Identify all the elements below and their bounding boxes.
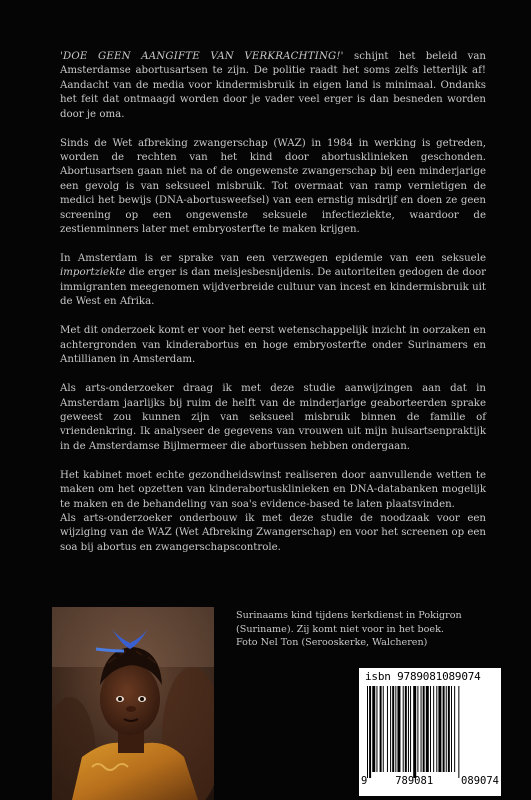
barcode-bar [408, 686, 409, 772]
barcode-digits-left: 789081 [395, 775, 434, 787]
barcode-bar [433, 686, 434, 772]
paragraph-1 [60, 50, 486, 122]
photo-illustration [52, 607, 214, 800]
cover-photo-child [52, 607, 214, 800]
barcode-bar [397, 686, 400, 772]
barcode-bar [426, 686, 429, 772]
barcode-bar [390, 686, 391, 772]
barcode-bar [451, 686, 452, 772]
barcode-bars [363, 686, 497, 778]
barcode-bar [413, 686, 416, 778]
barcode-bar [410, 686, 411, 772]
caption-line-1: Surinaams kind tijdens kerkdienst in Pokigron [236, 610, 462, 621]
paragraph-3 [60, 252, 486, 310]
paragraph-4: Met dit onderzoek komt er voor het eerst wetenschappelijk inzicht in oorzaken en achtergronden van kinderabortus en hoge embryosterfte onder Surinamers en Antillianen in Amsterdam. [60, 325, 486, 366]
barcode-bar [387, 686, 388, 772]
paragraph-7: Als arts-onderzoeker onderbouw ik met deze studie de noodzaak voor een wijziging van de WAZ (Wet Afbreking Zwangerschap) en voor het screenen op een soa bij abortus en zwangerschapscontrole. [60, 512, 486, 553]
barcode-digits-right: 089074 [461, 775, 499, 787]
isbn-barcode [359, 668, 501, 796]
barcode-bar [458, 686, 459, 778]
barcode-bar [423, 686, 425, 772]
barcode-bar [446, 686, 447, 772]
caption-line-2: (Suriname). Zij komt niet voor in het boek. [236, 623, 444, 635]
lead-quote: 'DOE GEEN AANGIFTE VAN VERKRACHTING!' [60, 51, 344, 62]
barcode-bar [443, 686, 445, 772]
photo-caption [236, 609, 486, 650]
barcode-bar [421, 686, 422, 772]
barcode-bar [454, 686, 455, 772]
barcode-bar [403, 686, 404, 772]
isbn-label: isbn 9789081089074 [365, 670, 481, 683]
barcode-digit-first: 9 [361, 775, 368, 787]
caption-line-3: Foto Nel Ton (Serooskerke, Walcheren) [236, 637, 428, 649]
barcode-bar [372, 686, 375, 772]
barcode-bar [430, 686, 431, 772]
barcode-bar [376, 686, 377, 772]
barcode-bar [448, 686, 450, 772]
barcode-bar [369, 686, 371, 778]
blurb-text [60, 50, 486, 570]
paragraph-3-before: In Amsterdam is er sprake van een verzwegen epidemie van een seksuele [60, 253, 486, 265]
paragraph-3-italic: importziekte [60, 267, 126, 279]
barcode-bar [367, 686, 368, 778]
paragraph-1-text: schijnt het beleid van Amsterdamse abortusartsen te zijn. De politie raadt het soms zelfs letterlijk af! Aandacht van de media voor kindermisbruik in eigen land is minimaal. Ondanks het feit dat ontmaagd worden door je vader veel erger is dan besneden worden door je oma. [60, 51, 486, 120]
barcode-bar [392, 686, 394, 772]
barcode-bar [383, 686, 384, 772]
barcode-digits [361, 775, 499, 787]
barcode-bar [438, 686, 441, 772]
barcode-bar [417, 686, 418, 772]
barcode-bar [436, 686, 437, 772]
paragraph-6: Het kabinet moet echte gezondheidswinst realiseren door aanvullende wetten te maken om het opzetten van kinderabortusklinieken en DNA-databanken mogelijk te maken en de behandeling van soa's evidence-based te laten plaatsvinden. [60, 469, 486, 510]
paragraph-3-after: die erger is dan meisjesbesnijdenis. De autoriteiten gedogen de door immigranten meegenomen wijdverbreide cultuur van incest en kindermisbruik uit de West en Afrika. [60, 267, 486, 308]
barcode-bar [395, 686, 396, 772]
paragraph-2: Sinds de Wet afbreking zwangerschap (WAZ) in 1984 in werking is getreden, worden de rechten van het kind door abortusklinieken geschonden. Abortusartsen gaan niet na of de ongewenste zwangerschap bij een minderjarige een gevolg is van seksueel misbruik. Tot overmaat van ramp vernietigen de medici het bewijs (DNA-abortusweefsel) van een ernstig misdrijf en doen ze geen screening op een ongewenste seksuele infectieziekte, waardoor de zestienminners later met embryosterfte te maken krijgen. [60, 137, 486, 236]
barcode-bar [380, 686, 382, 772]
paragraph-5: Als arts-onderzoeker draag ik met deze studie aanwijzingen aan dat in Amsterdam jaarlijks bij ruim de helft van de minderjarige geaborteerden sprake geweest zou kunnen zijn van seksueel misbruik binnen de familie of vriendenkring. Ik analyseer de gegevens van vrouwen uit mijn huisartsenpraktijk in de Amsterdamse Bijlmermeer die abortussen hebben ondergaan. [60, 383, 486, 452]
barcode-bar [405, 686, 407, 772]
